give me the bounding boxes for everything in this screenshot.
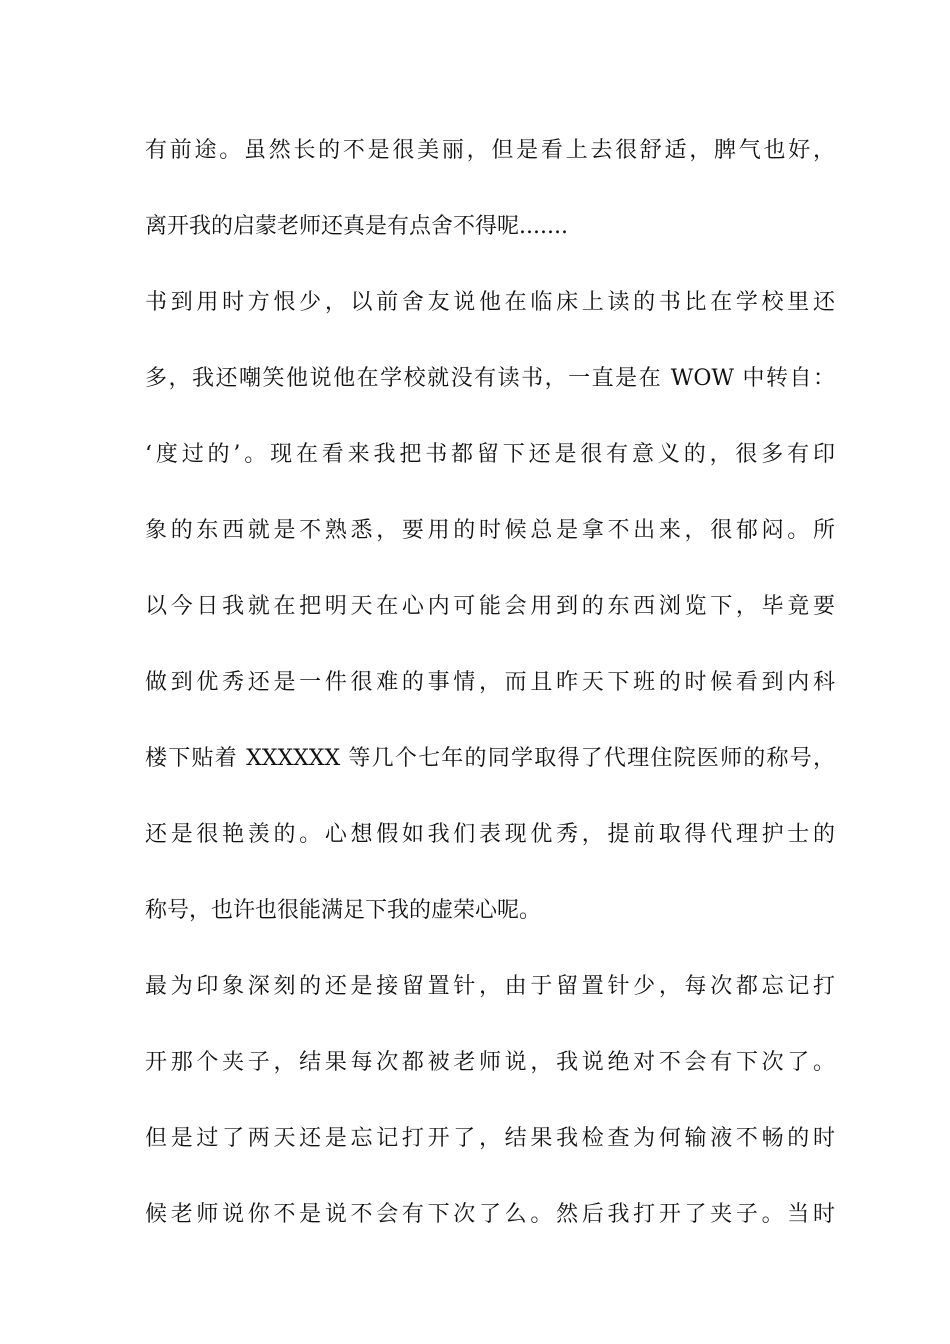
text-line: 楼下贴着 XXXXXX 等几个七年的同学取得了代理住院医师的称号， [145, 746, 835, 771]
text-line: 离开我的启蒙老师还真是有点舍不得呢....... [145, 214, 568, 239]
text-line: 还是很艳羡的。心想假如我们表现优秀，提前取得代理护士的 [145, 822, 835, 847]
text-line: 但是过了两天还是忘记打开了，结果我检查为何输液不畅的时 [145, 1126, 835, 1151]
text-line: 做到优秀还是一件很难的事情，而且昨天下班的时候看到内科 [145, 670, 835, 695]
text-line: 有前途。虽然长的不是很美丽，但是看上去很舒适，脾气也好， [145, 138, 835, 163]
text-line: 称号，也许也很能满足下我的虚荣心呢。 [145, 898, 542, 923]
text-line: 以今日我就在把明天在心内可能会用到的东西浏览下，毕竟要 [145, 594, 835, 619]
text-line: ‘度过的’。现在看来我把书都留下还是很有意义的，很多有印 [145, 442, 835, 467]
text-line: 象的东西就是不熟悉，要用的时候总是拿不出来，很郁闷。所 [145, 518, 835, 543]
text-line: 多，我还嘲笑他说他在学校就没有读书，一直是在 WOW 中转自： [145, 366, 835, 391]
text-line: 候老师说你不是说不会有下次了么。然后我打开了夹子。当时 [145, 1202, 835, 1227]
text-line: 书到用时方恨少，以前舍友说他在临床上读的书比在学校里还 [145, 290, 835, 315]
text-line: 最为印象深刻的还是接留置针，由于留置针少，每次都忘记打 [145, 974, 835, 999]
document-body [145, 128, 835, 1268]
text-line: 开那个夹子，结果每次都被老师说，我说绝对不会有下次了。 [145, 1050, 835, 1075]
